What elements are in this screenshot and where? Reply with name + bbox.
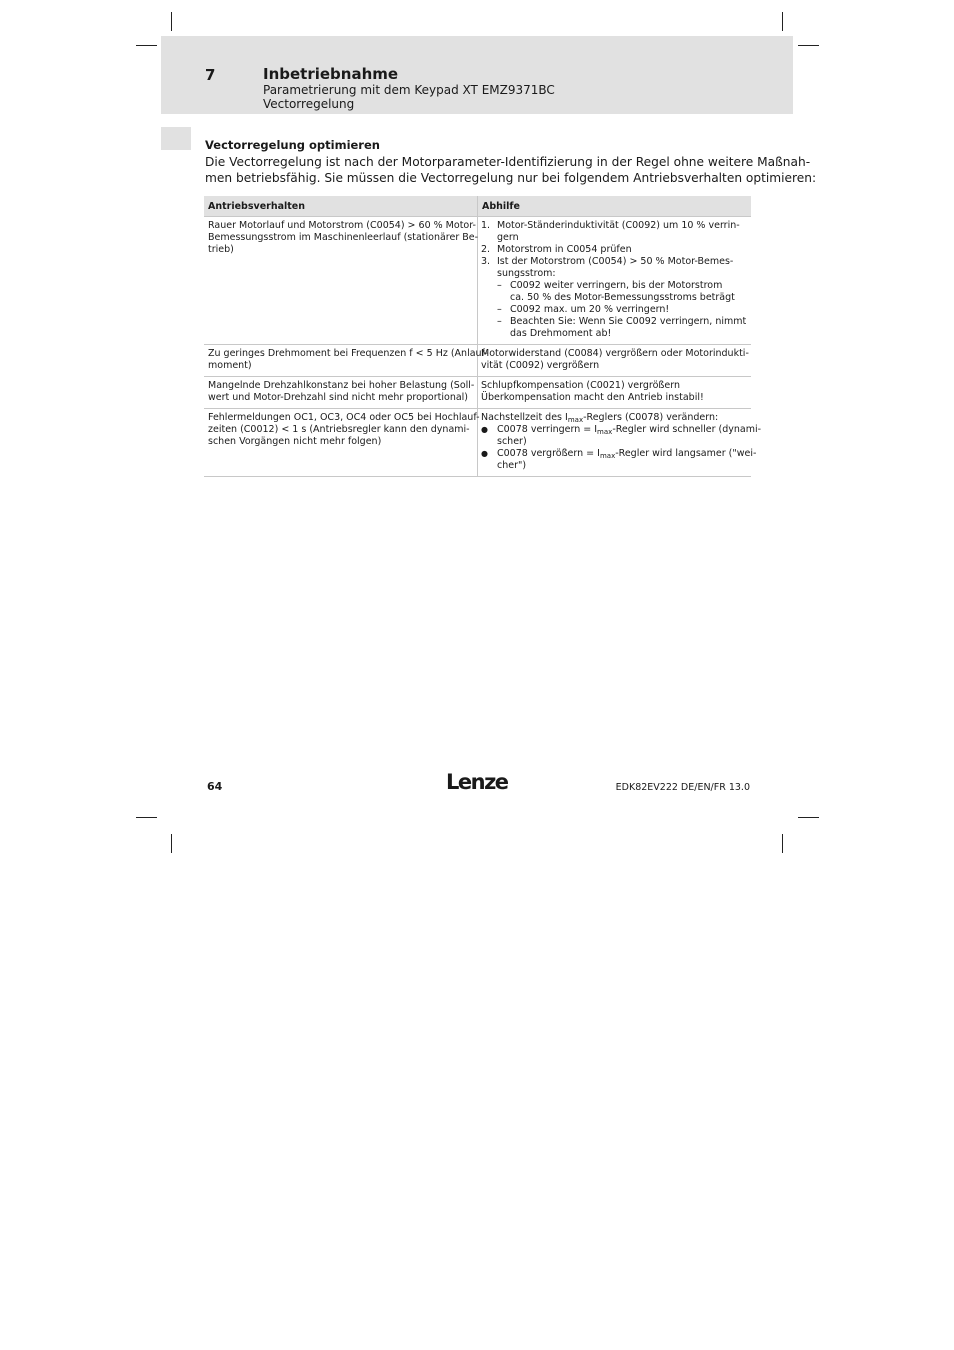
dash-marker: – (497, 280, 502, 291)
text-part: C0078 verringern = I (497, 424, 598, 435)
bullet-item (481, 424, 762, 448)
dash-marker: – (497, 304, 502, 315)
behavior-cell (204, 217, 478, 345)
cell-line: Rauer Motorlauf und Motorstrom (C0054) > 60 % Motor- (208, 220, 476, 231)
dash-item (481, 304, 747, 316)
remedy-cell (478, 409, 762, 477)
optimization-table (204, 196, 762, 477)
cell-line: C0092 weiter verringern, bis der Motorstrom (510, 280, 723, 291)
crop-mark (136, 817, 157, 818)
text-part: -Regler wird langsamer ("wei- (615, 448, 757, 459)
crop-mark (782, 12, 783, 31)
bullet-icon: ● (481, 449, 488, 458)
subscript-max: max (597, 428, 613, 436)
table-row (204, 345, 751, 377)
intro-line: Die Vectorregelung ist nach der Motorparameter-Identifizierung in der Regel ohne weitere Maßnah- (205, 155, 811, 169)
crop-mark (171, 12, 172, 31)
remedy-cell (478, 345, 752, 377)
remedy-cell (478, 217, 752, 345)
header-subtitle: Vectorregelung (263, 97, 355, 111)
cell-line: Zu geringes Drehmoment bei Frequenzen f < 5 Hz (Anlauf- (208, 348, 488, 359)
bullet-icon: ● (481, 425, 488, 434)
document-id: EDK82EV222 DE/EN/FR 13.0 (615, 782, 750, 793)
cell-line: schen Vorgängen nicht mehr folgen) (208, 436, 382, 447)
cell-line: zeiten (C0012) < 1 s (Antriebsregler kann den dynami- (208, 424, 470, 435)
remedy-cell (478, 377, 752, 409)
cell-line: Ist der Motorstrom (C0054) > 50 % Motor-Bemes- (497, 256, 734, 267)
cell-line: Beachten Sie: Wenn Sie C0092 verringern, nimmt (510, 316, 747, 327)
behavior-cell (204, 345, 488, 377)
cell-line: trieb) (208, 244, 234, 255)
crop-mark (798, 45, 819, 46)
header-subtitle: Parametrierung mit dem Keypad XT EMZ9371BC (263, 83, 555, 97)
crop-mark (136, 45, 157, 46)
cell-line: gern (497, 232, 519, 243)
crop-mark (782, 834, 783, 853)
dash-item (481, 316, 747, 340)
side-marker (161, 127, 191, 150)
table-header-row (204, 196, 751, 217)
page-number: 64 (207, 780, 223, 793)
cell-line: Motorstrom in C0054 prüfen (497, 244, 632, 255)
table-row (204, 377, 751, 409)
behavior-cell (204, 409, 478, 477)
cell-line: Überkompensation macht den Antrieb instabil! (481, 392, 704, 403)
numbered-step (481, 220, 747, 244)
text-part: -Regler wird schneller (dynami- (612, 424, 762, 435)
cell-line: Schlupfkompensation (C0021) vergrößern (481, 380, 680, 391)
cell-line (481, 412, 747, 424)
text-part: Nachstellzeit des I (481, 412, 568, 423)
cell-line: cher") (497, 460, 527, 471)
step-number: 1. (481, 220, 491, 231)
lenze-logo: Lenze (446, 770, 508, 794)
column-header-remedy: Abhilfe (478, 196, 752, 217)
crop-mark (171, 834, 172, 853)
step-number: 2. (481, 244, 491, 255)
cell-line: sungsstrom: (497, 268, 556, 279)
cell-line: Fehlermeldungen OC1, OC3, OC4 oder OC5 bei Hochlauf- (208, 412, 480, 423)
behavior-cell (204, 377, 478, 409)
step-number: 3. (481, 256, 491, 267)
section-heading: Vectorregelung optimieren (205, 138, 380, 152)
text-part: -Reglers (C0078) verändern: (583, 412, 719, 423)
header-band (161, 36, 793, 114)
cell-line: vität (C0092) vergrößern (481, 360, 600, 371)
cell-line: moment) (208, 360, 252, 371)
numbered-step (481, 244, 747, 256)
cell-line: C0092 max. um 20 % verringern! (510, 304, 670, 315)
cell-line: ca. 50 % des Motor-Bemessungsstroms beträgt (510, 292, 735, 303)
table-row (204, 409, 751, 477)
bullet-item (481, 448, 757, 472)
cell-line: wert und Motor-Drehzahl sind nicht mehr proportional) (208, 392, 469, 403)
table-row (204, 217, 751, 345)
cell-line: Motor-Ständerinduktivität (C0092) um 10 % verrin- (497, 220, 740, 231)
cell-line (497, 424, 761, 436)
numbered-step (481, 256, 747, 280)
crop-mark (798, 817, 819, 818)
cell-line: Mangelnde Drehzahlkonstanz bei hoher Belastung (Soll- (208, 380, 475, 391)
dash-item (481, 280, 747, 304)
cell-line: Bemessungsstrom im Maschinenleerlauf (stationärer Be- (208, 232, 479, 243)
cell-line: Motorwiderstand (C0084) vergrößern oder Motorindukti- (481, 348, 749, 359)
intro-paragraph (205, 155, 817, 186)
chapter-number: 7 (205, 66, 216, 84)
column-header-behavior: Antriebsverhalten (204, 196, 478, 217)
dash-marker: – (497, 316, 502, 327)
chapter-title: Inbetriebnahme (263, 65, 399, 83)
cell-line: scher) (497, 436, 527, 447)
subscript-max: max (567, 416, 584, 424)
cell-line (497, 448, 756, 460)
subscript-max: max (599, 452, 616, 460)
cell-line: das Drehmoment ab! (510, 328, 612, 339)
intro-line: men betriebsfähig. Sie müssen die Vectorregelung nur bei folgendem Antriebsverhalten optimieren: (205, 170, 817, 185)
text-part: C0078 vergrößern = I (497, 448, 600, 459)
